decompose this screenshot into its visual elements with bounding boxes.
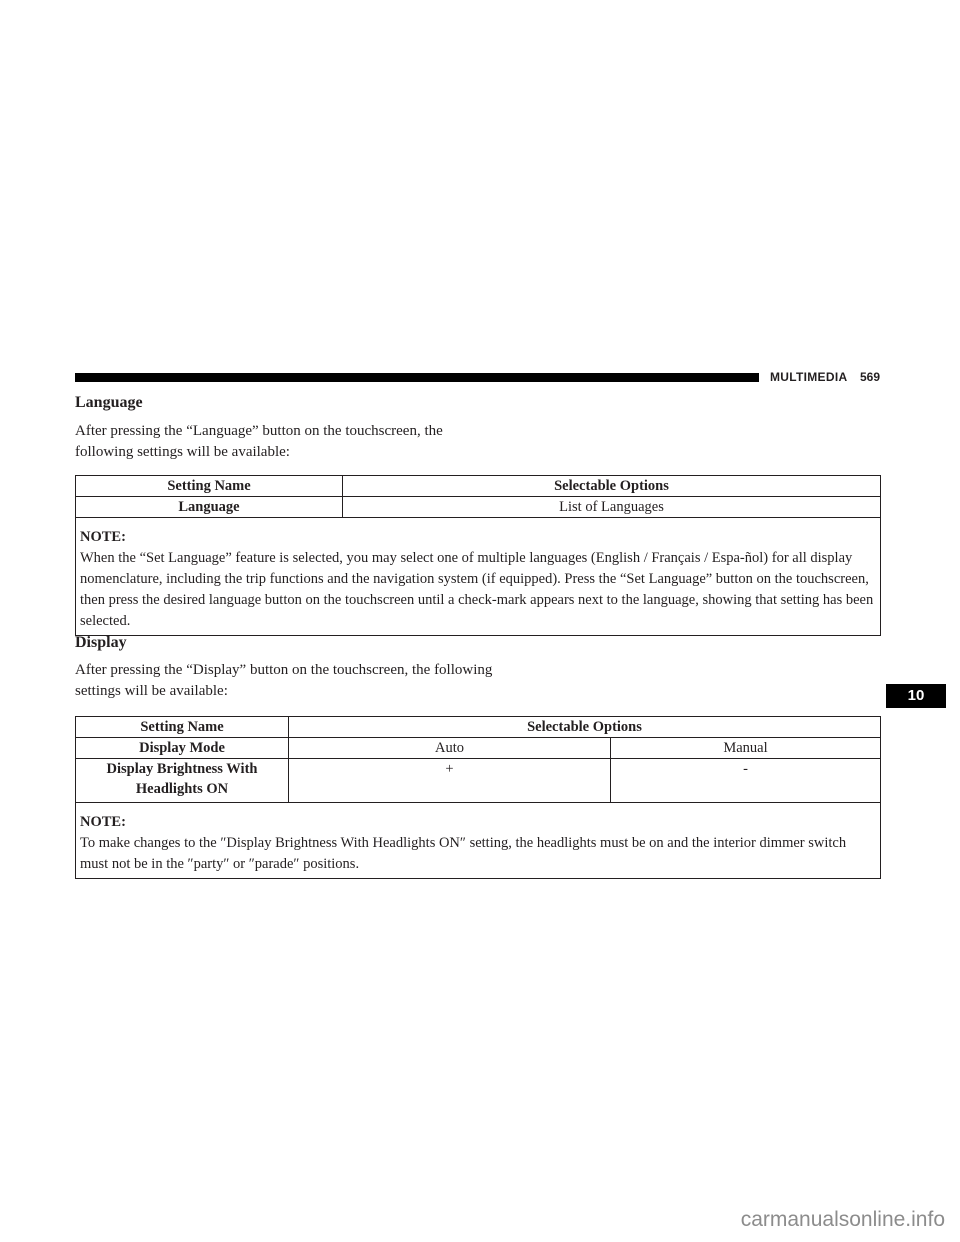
header-rule (75, 373, 759, 382)
language-intro: After pressing the “Language” button on the touchscreen, the following settings will be available: (75, 423, 443, 460)
display-heading: Display (75, 634, 127, 651)
setting-name-cell: Display Mode (76, 738, 289, 759)
table-header-row (76, 476, 881, 497)
table-row (76, 738, 881, 759)
option-cell: Auto (289, 738, 611, 759)
note-text: To make changes to the ″Display Brightness With Headlights ON″ setting, the headlights must be on and the interior dimmer switch must not be in the ″party″ or ″parade″ positions. (80, 835, 847, 872)
display-settings-table (75, 716, 881, 879)
note-label: NOTE: (80, 529, 126, 545)
language-settings-table (75, 475, 881, 636)
display-intro: After pressing the “Display” button on the touchscreen, the following settings will be available: (75, 662, 493, 699)
note-row (76, 518, 881, 636)
table-header-row (76, 717, 881, 738)
watermark: carmanualsonline.info (740, 1208, 945, 1231)
setting-name-cell: Language (76, 497, 343, 518)
note-cell (76, 518, 881, 636)
note-row (76, 803, 881, 879)
column-header-setting-name: Setting Name (76, 476, 343, 497)
note-label: NOTE: (80, 814, 126, 830)
section-title: MULTIMEDIA (770, 370, 848, 384)
note-cell (76, 803, 881, 879)
note-text: When the “Set Language” feature is selected, you may select one of multiple languages (English / Français / Espa-ñol) for all display nomenclature, including the trip functions and the navigation system (if equipped). Press the “Set Language” button on the touchscreen, then press the desired language button on the touchscreen until a check-mark appears next to the language, showing that setting has been selected. (80, 550, 874, 629)
option-cell: - (611, 759, 881, 803)
option-cell: List of Languages (343, 497, 881, 518)
option-cell: + (289, 759, 611, 803)
chapter-tab: 10 (886, 684, 946, 708)
column-header-selectable-options: Selectable Options (289, 717, 881, 738)
page-number: 569 (860, 370, 881, 384)
language-heading: Language (75, 394, 143, 411)
column-header-setting-name: Setting Name (76, 717, 289, 738)
setting-name-cell: Display Brightness With Headlights ON (76, 759, 289, 803)
column-header-selectable-options: Selectable Options (343, 476, 881, 497)
option-cell: Manual (611, 738, 881, 759)
table-row (76, 497, 881, 518)
table-row (76, 759, 881, 803)
